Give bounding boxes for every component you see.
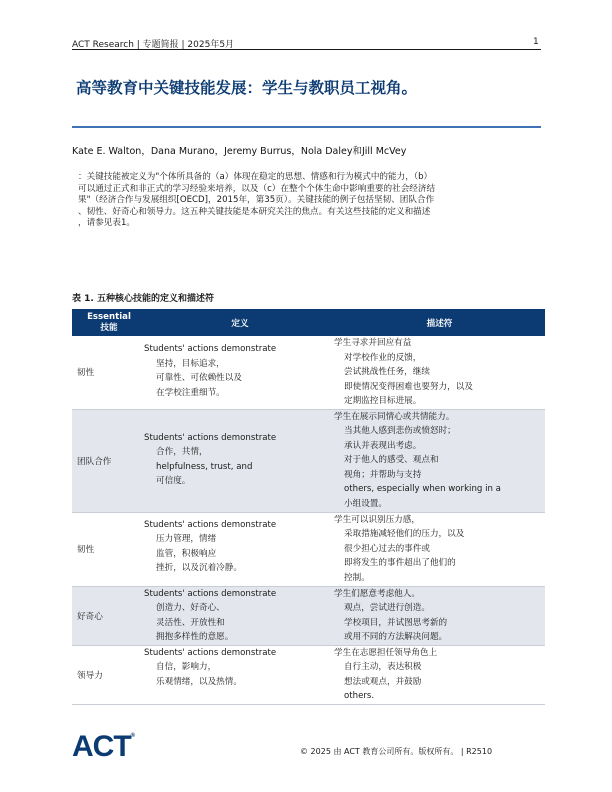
table-row <box>72 512 545 586</box>
descriptor-cell <box>334 336 545 409</box>
definition-lead: Students' actions demonstrate <box>144 519 277 530</box>
page-title: 高等教育中关键技能发展：学生与教职员工视角。 <box>76 79 418 97</box>
definition-line: 监管，积极响应 <box>156 548 217 559</box>
descriptor-line: others, especially when working in a <box>344 484 501 494</box>
descriptor-line: 或用不同的方法解决问题。 <box>344 632 448 642</box>
table-row <box>72 409 545 512</box>
skill-name: 好奇心 <box>77 611 103 622</box>
definition-line: 灵活性、开放性和 <box>156 617 225 628</box>
descriptor-line: 即使情况变得困难也要努力，以及 <box>344 381 473 392</box>
skills-table <box>72 309 545 705</box>
descriptor-line: 定期监控目标进展。 <box>344 396 422 406</box>
column-header-skill-line2: 技能 <box>100 322 118 333</box>
definition-line: 合作，共情， <box>156 447 208 457</box>
definition-line: 在学校注重细节。 <box>156 387 225 398</box>
descriptor-line: 小组设置。 <box>344 498 387 509</box>
intro-line: ，请参见表1。 <box>78 218 136 229</box>
footer-copyright: © 2025 由 ACT 教育公司所有。版权所有。 | R2510 <box>300 747 493 756</box>
descriptor-line: 很少担心过去的事件或 <box>344 543 430 554</box>
descriptor-lead: 学生们愿意考虑他人。 <box>334 588 420 599</box>
definition-line: 自信，影响力， <box>156 662 217 672</box>
definition-cell <box>146 512 334 586</box>
definition-line: 坚持，目标追求， <box>156 358 225 369</box>
descriptor-line: 采取措施减轻他们的压力，以及 <box>344 529 465 539</box>
descriptor-lead: 学生在志愿担任领导角色上 <box>334 647 438 658</box>
definition-lead: Students' actions demonstrate <box>144 588 277 599</box>
descriptor-line: 承认并表现出考虑。 <box>344 440 422 451</box>
registered-mark: ® <box>130 733 135 739</box>
definition-lead: Students' actions demonstrate <box>144 432 277 443</box>
descriptor-line: 想法或观点，并鼓励 <box>344 676 422 687</box>
intro-line: 、韧性、好奇心和领导力。这五种关键技能是本研究关注的焦点。有关这些技能的定义和描述 <box>78 206 431 217</box>
definition-line: 乐观情绪，以及热情。 <box>156 676 242 687</box>
definition-line: 可靠性、可依赖性以及 <box>156 373 242 383</box>
column-header-definition: 定义 <box>146 309 334 336</box>
skill-name: 团队合作 <box>77 456 112 467</box>
descriptor-lead: 学生可以识别压力感， <box>334 514 420 525</box>
act-logo-text: ACT <box>72 730 131 763</box>
descriptor-line: 即将发生的事件超出了他们的 <box>344 558 456 568</box>
descriptor-cell <box>334 409 545 512</box>
intro-paragraph <box>78 172 536 230</box>
authors: Kate E. Walton，Dana Murano，Jeremy Burrus，Nola Daley和Jill McVey <box>72 146 407 157</box>
definition-line: 拥抱多样性的意愿。 <box>156 632 234 642</box>
definition-line: 挫折，以及沉着冷静。 <box>156 563 242 573</box>
descriptor-line: 对于他人的感受、观点和 <box>344 455 439 465</box>
descriptor-line: 自行主动，表达积极 <box>344 662 422 672</box>
definition-line: 创造力、好奇心、 <box>156 603 225 613</box>
descriptor-cell <box>334 586 545 645</box>
act-logo <box>72 730 134 764</box>
column-header-descriptors: 描述符 <box>334 309 545 336</box>
table-row <box>72 645 545 704</box>
definition-lead: Students' actions demonstrate <box>144 344 277 354</box>
definition-lead: Students' actions demonstrate <box>144 647 277 658</box>
definition-cell <box>146 586 334 645</box>
skill-name: 韧性 <box>77 545 95 555</box>
definition-cell <box>146 645 334 704</box>
table-caption: 表 1. 五种核心技能的定义和描述符 <box>72 294 214 304</box>
header-divider <box>72 49 541 50</box>
page-number: 1 <box>533 37 539 47</box>
descriptor-line: others. <box>344 691 375 701</box>
descriptor-cell <box>334 645 545 704</box>
running-header: ACT Research | 专题简报 | 2025年5月 <box>72 40 235 50</box>
definition-line: helpfulness, trust, and <box>156 461 253 472</box>
descriptor-line: 视角；并帮助与支持 <box>344 469 422 480</box>
column-header-skill <box>72 309 146 336</box>
table-header-row <box>72 309 545 336</box>
descriptor-line: 学校项目，并试图思考新的 <box>344 617 448 628</box>
skill-name: 领导力 <box>77 670 103 681</box>
skill-name: 韧性 <box>77 368 95 379</box>
descriptor-lead: 学生在展示同情心或共情能力。 <box>334 411 455 422</box>
intro-line: 可以通过正式和非正式的学习经验来培养，以及（c）在整个个体生命中影响重要的社会经济结 <box>78 183 436 194</box>
intro-line: 果"（经济合作与发展组织[OECD]，2015年，第35页）。关键技能的例子包括坚韧、团队合作 <box>78 195 435 206</box>
definition-cell <box>146 409 334 512</box>
table-row <box>72 336 545 409</box>
definition-line: 压力管理，情绪 <box>156 534 217 544</box>
descriptor-line: 观点，尝试进行创造。 <box>344 603 430 613</box>
descriptor-line: 当其他人感到悲伤或愤怒时； <box>344 426 456 436</box>
descriptor-line: 对学校作业的反馈， <box>344 352 422 363</box>
intro-line: ：关键技能被定义为"个体所具备的（a）体现在稳定的思想、情感和行为模式中的能力，（b） <box>78 172 433 182</box>
table-row <box>72 586 545 645</box>
descriptor-cell <box>334 512 545 586</box>
title-rule <box>72 126 541 128</box>
descriptor-line: 尝试挑战性任务，继续 <box>344 367 430 377</box>
column-header-skill-line1: Essential <box>87 311 131 322</box>
definition-cell <box>146 336 334 409</box>
descriptor-line: 控制。 <box>344 572 370 583</box>
definition-line: 可信度。 <box>156 476 191 486</box>
descriptor-lead: 学生寻求并回应有益 <box>334 338 412 348</box>
